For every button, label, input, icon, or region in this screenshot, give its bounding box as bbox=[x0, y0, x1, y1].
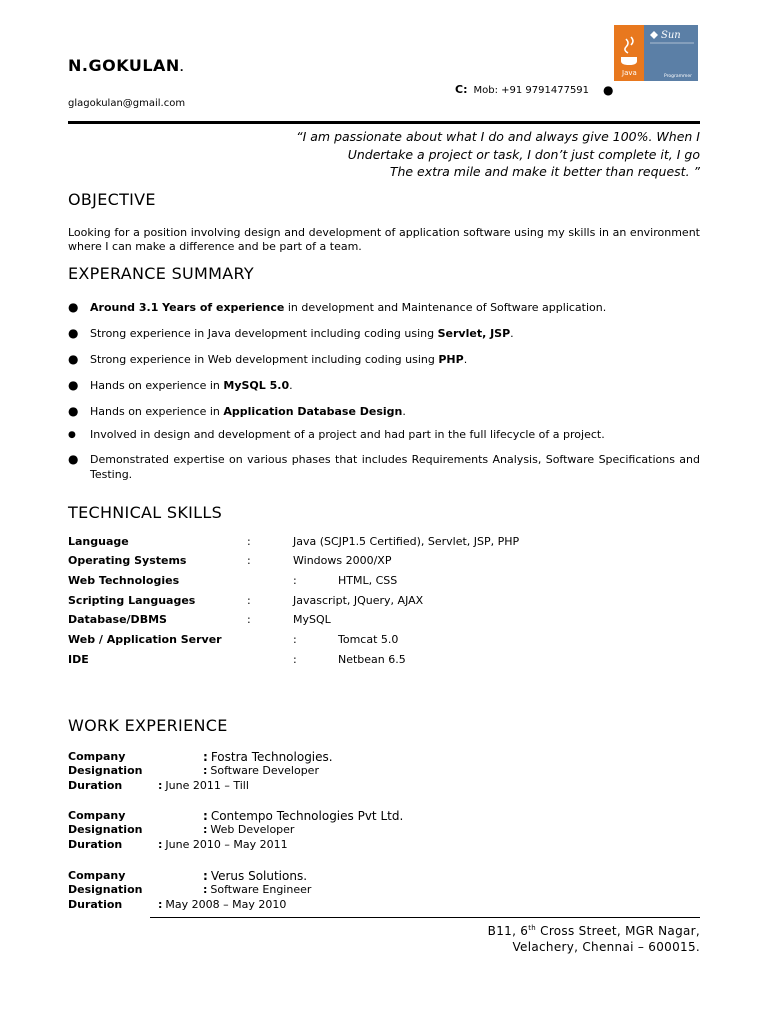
technical-skills-heading: TECHNICAL SKILLS bbox=[68, 503, 223, 522]
summary-item: ● Demonstrated expertise on various phases that includes Requirements Analysis, Software Specifications and Testing. bbox=[68, 452, 700, 481]
work-experience-heading: WORK EXPERIENCE bbox=[68, 716, 228, 735]
email-address[interactable]: glagokulan@gmail.com bbox=[68, 98, 186, 109]
summary-item: ● Hands on experience in MySQL 5.0. bbox=[68, 378, 293, 392]
experience-summary-heading: EXPERANCE SUMMARY bbox=[68, 264, 254, 283]
designation: Software Engineer bbox=[210, 883, 312, 896]
skill-row: Language : Java (SCJP1.5 Certified), Servlet, JSP, PHP bbox=[68, 535, 520, 548]
footer-rule bbox=[150, 917, 700, 918]
company-name: Verus Solutions. bbox=[210, 869, 308, 883]
svg-text:Sun: Sun bbox=[661, 30, 681, 41]
svg-text:Programmer: Programmer bbox=[664, 74, 692, 79]
company-name: Fostra Technologies. bbox=[210, 750, 333, 764]
duration: June 2011 – Till bbox=[165, 779, 249, 792]
postal-address: B11, 6th Cross Street, MGR Nagar, Velachery, Chennai – 600015. bbox=[487, 924, 700, 954]
designation: Software Developer bbox=[210, 764, 319, 777]
skill-row: IDE : Netbean 6.5 bbox=[68, 653, 406, 666]
summary-item: ● Involved in design and development of a project and had part in the full lifecycle of a project. bbox=[68, 428, 605, 441]
header-rule bbox=[68, 121, 700, 124]
designation: Web Developer bbox=[210, 823, 295, 836]
objective-heading: OBJECTIVE bbox=[68, 190, 156, 209]
summary-item: ● Strong experience in Java development including coding using Servlet, JSP. bbox=[68, 326, 514, 340]
summary-item: ● Around 3.1 Years of experience in development and Maintenance of Software application. bbox=[68, 300, 607, 314]
duration: June 2010 – May 2011 bbox=[165, 838, 288, 851]
skill-row: Operating Systems : Windows 2000/XP bbox=[68, 554, 392, 567]
skill-row: Web Technologies : HTML, CSS bbox=[68, 574, 398, 587]
sun-java-programmer-logo bbox=[614, 25, 698, 81]
bullet-dot: ● bbox=[603, 83, 614, 97]
skill-row: Scripting Languages : Javascript, JQuery, AJAX bbox=[68, 594, 424, 607]
objective-text: Looking for a position involving design and development of application software using my skills in an environment where I can make a difference and be part of a team. bbox=[68, 226, 700, 253]
summary-item: ● Strong experience in Web development including coding using PHP. bbox=[68, 352, 468, 366]
candidate-name: N.GOKULAN. bbox=[68, 56, 185, 75]
summary-item: ● Hands on experience in Application Database Design. bbox=[68, 404, 406, 418]
company-name: Contempo Technologies Pvt Ltd. bbox=[210, 809, 404, 823]
skill-row: Web / Application Server : Tomcat 5.0 bbox=[68, 633, 399, 646]
skill-row: Database/DBMS : MySQL bbox=[68, 613, 331, 626]
svg-text:Java: Java bbox=[622, 69, 637, 77]
personal-quote: “I am passionate about what I do and always give 100%. When I Undertake a project or task, I don’t just complete it, I go The extra mile and make it better than request. ” bbox=[296, 129, 700, 179]
mobile-number: C: Mob: +91 9791477591 bbox=[455, 83, 590, 96]
duration: May 2008 – May 2010 bbox=[165, 898, 287, 911]
